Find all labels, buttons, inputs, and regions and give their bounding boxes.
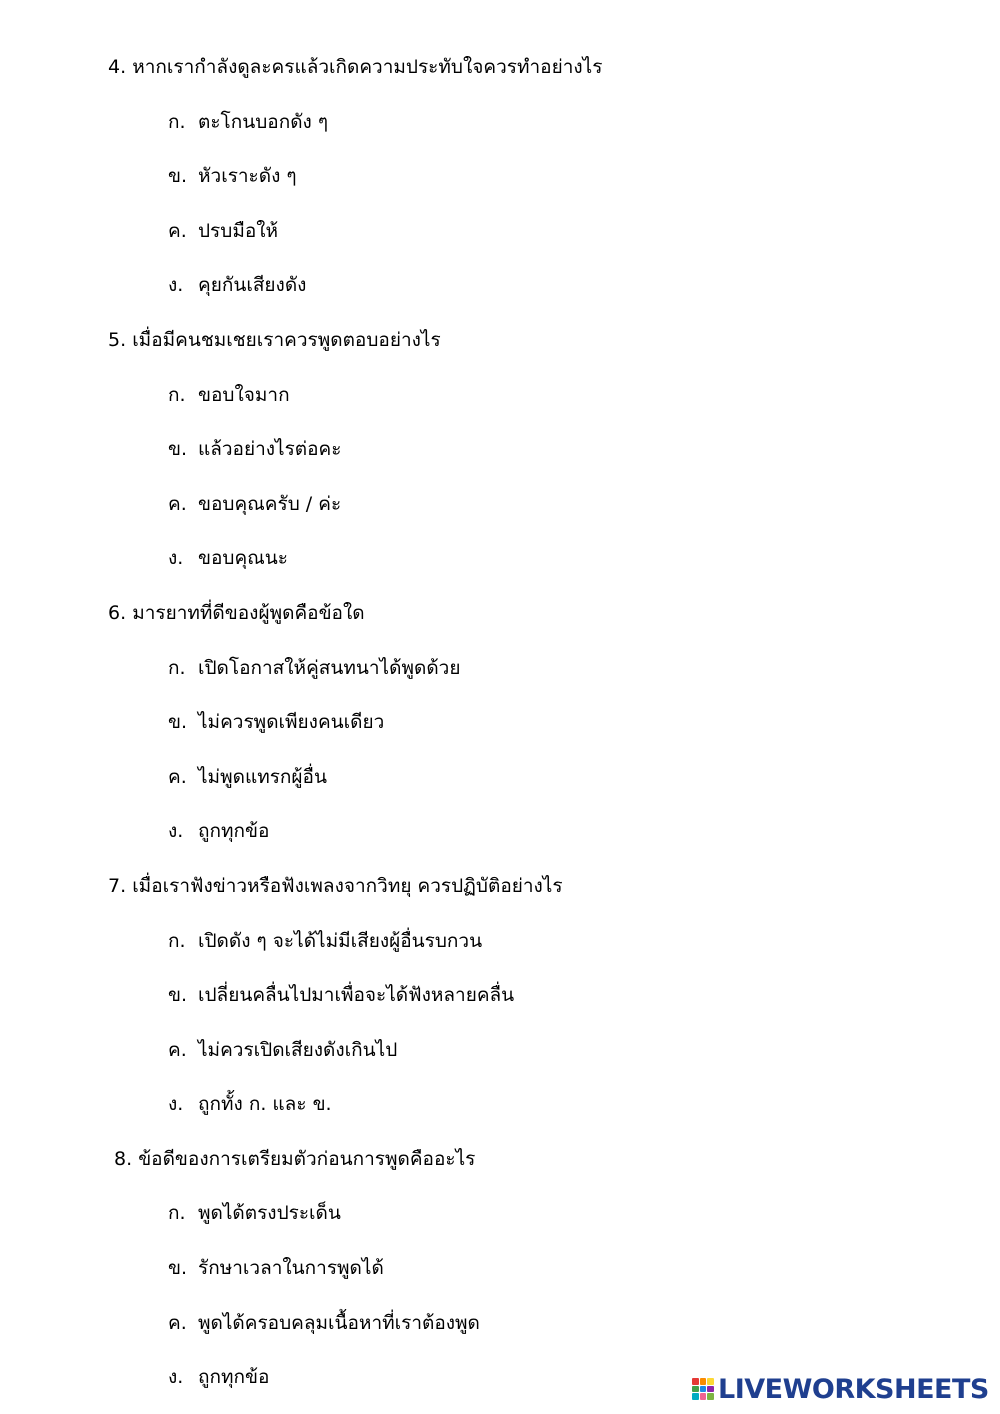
option-letter: ก.	[168, 110, 186, 133]
answer-option[interactable]	[0, 422, 1000, 477]
question-number: 4.	[108, 56, 127, 78]
option-text: เปิดโอกาสให้คู่สนทนาได้พูดด้วย	[198, 656, 461, 679]
option-letter: ข.	[168, 165, 188, 188]
answer-option[interactable]	[0, 531, 1000, 586]
option-text: พูดได้ครอบคลุมเนื้อหาที่เราต้องพูด	[198, 1311, 480, 1334]
option-letter: ง.	[168, 274, 184, 297]
logo-tile	[692, 1378, 699, 1385]
option-text: ขอบคุณครับ / ค่ะ	[198, 492, 342, 515]
question-text: หากเรากำลังดูละครแล้วเกิดความประทับใจควรทำอย่างไร	[132, 56, 603, 78]
option-letter: ค.	[168, 765, 187, 788]
question-text: เมื่อมีคนชมเชยเราควรพูดตอบอย่างไร	[132, 328, 441, 351]
answer-option[interactable]	[0, 968, 1000, 1023]
option-letter: ข.	[168, 1257, 188, 1280]
option-letter: ก.	[168, 929, 186, 952]
option-text: คุยกันเสียงดัง	[198, 274, 307, 297]
option-text: ปรบมือให้	[198, 219, 279, 242]
question-text: มารยาทที่ดีของผู้พูดคือข้อใด	[132, 601, 365, 624]
answer-option[interactable]	[0, 695, 1000, 750]
question-8	[0, 1132, 1000, 1405]
question-prompt	[0, 40, 1000, 95]
option-letter: ก.	[168, 383, 186, 406]
answer-option[interactable]	[0, 914, 1000, 969]
answer-option[interactable]	[0, 1241, 1000, 1296]
question-text: เมื่อเราฟังข่าวหรือฟังเพลงจากวิทยุ ควรปฏิบัติอย่างไร	[132, 874, 563, 897]
question-prompt	[0, 859, 1000, 914]
answer-option[interactable]	[0, 204, 1000, 259]
question-number: 5.	[108, 328, 127, 351]
question-5	[0, 313, 1000, 586]
logo-tile	[707, 1386, 714, 1393]
answer-option[interactable]	[0, 804, 1000, 859]
option-letter: ก.	[168, 656, 186, 679]
logo-tile	[692, 1393, 699, 1400]
option-letter: ค.	[168, 492, 187, 515]
option-letter: ง.	[168, 547, 184, 570]
answer-option[interactable]	[0, 1186, 1000, 1241]
option-letter: ข.	[168, 984, 188, 1007]
option-text: แล้วอย่างไรต่อคะ	[198, 438, 342, 461]
option-text: เปลี่ยนคลื่นไปมาเพื่อจะได้ฟังหลายคลื่น	[198, 984, 515, 1007]
logo-tile	[707, 1393, 714, 1400]
option-text: หัวเราะดัง ๆ	[198, 165, 297, 188]
logo-tile	[700, 1393, 707, 1400]
option-letter: ข.	[168, 438, 188, 461]
option-letter: ค.	[168, 1311, 187, 1334]
option-text: ถูกทุกข้อ	[198, 820, 270, 843]
question-prompt	[0, 313, 1000, 368]
option-text: รักษาเวลาในการพูดได้	[198, 1257, 384, 1280]
logo-tile	[700, 1386, 707, 1393]
logo-tile	[707, 1378, 714, 1385]
answer-option[interactable]	[0, 1023, 1000, 1078]
question-prompt	[0, 1132, 1000, 1187]
answer-option[interactable]	[0, 149, 1000, 204]
question-prompt	[0, 586, 1000, 641]
option-letter: ก.	[168, 1202, 186, 1225]
option-letter: ค.	[168, 219, 187, 242]
option-text: เปิดดัง ๆ จะได้ไม่มีเสียงผู้อื่นรบกวน	[198, 929, 483, 952]
option-letter: ง.	[168, 1093, 184, 1116]
answer-option[interactable]	[0, 258, 1000, 313]
option-letter: ข.	[168, 711, 188, 734]
option-letter: ง.	[168, 1366, 184, 1389]
option-text: ถูกทั้ง ก. และ ข.	[198, 1093, 332, 1116]
answer-option[interactable]	[0, 750, 1000, 805]
brand-wordmark: LIVEWORKSHEETS	[718, 1373, 989, 1405]
question-number: 7.	[108, 874, 127, 897]
question-7	[0, 859, 1000, 1132]
answer-option[interactable]	[0, 368, 1000, 423]
liveworksheets-logo-icon	[692, 1378, 714, 1400]
option-text: ตะโกนบอกดัง ๆ	[198, 110, 329, 133]
question-4	[0, 40, 1000, 313]
option-text: ขอบคุณนะ	[198, 547, 288, 570]
answer-option[interactable]	[0, 95, 1000, 150]
worksheet	[0, 40, 1000, 1405]
question-6	[0, 586, 1000, 859]
option-text: พูดได้ตรงประเด็น	[198, 1202, 341, 1225]
question-number: 8.	[114, 1147, 133, 1170]
answer-option[interactable]	[0, 641, 1000, 696]
answer-option[interactable]	[0, 1077, 1000, 1132]
answer-option[interactable]	[0, 1296, 1000, 1351]
option-text: ขอบใจมาก	[198, 383, 290, 406]
option-text: ถูกทุกข้อ	[198, 1366, 270, 1389]
question-number: 6.	[108, 601, 127, 624]
answer-option[interactable]	[0, 477, 1000, 532]
option-text: ไม่พูดแทรกผู้อื่น	[198, 765, 327, 788]
option-text: ไม่ควรเปิดเสียงดังเกินไป	[198, 1038, 398, 1061]
logo-tile	[692, 1386, 699, 1393]
option-letter: ง.	[168, 820, 184, 843]
option-letter: ค.	[168, 1038, 187, 1061]
question-text: ข้อดีของการเตรียมตัวก่อนการพูดคืออะไร	[138, 1147, 476, 1170]
option-text: ไม่ควรพูดเพียงคนเดียว	[198, 711, 385, 734]
logo-tile	[700, 1378, 707, 1385]
liveworksheets-brand	[692, 1373, 989, 1405]
